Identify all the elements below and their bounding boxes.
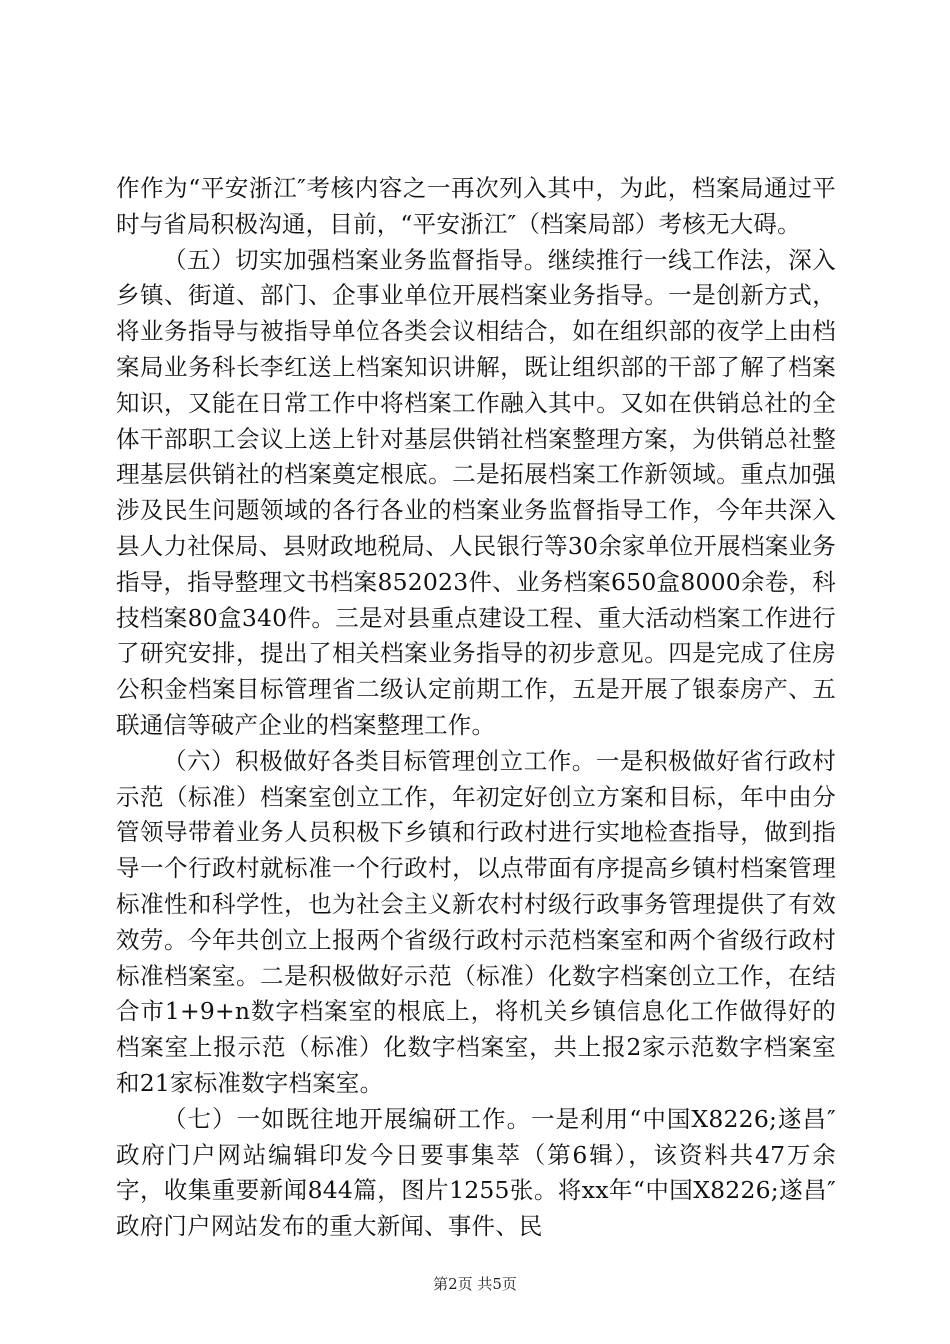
paragraph-section-7: （七）一如既往地开展编研工作。一是利用“中国X8226;遂昌″政府门户网站编辑印发今日要事集萃（第6辑），该资料共47万余字，收集重要新闻844篇，图片1255张。将xx年“中国X8226;遂昌″政府门户网站发布的重大新闻、事件、民	[116, 1104, 836, 1241]
paragraph-continuation: 作作为“平安浙江″考核内容之一再次列入其中，为此，档案局通过平时与省局积极沟通，目前，“平安浙江″（档案局部）考核无大碍。	[116, 174, 836, 238]
page-footer	[0, 1274, 950, 1294]
page-number-label: 第2页 共5页	[433, 1275, 517, 1293]
paragraph-section-5: （五）切实加强档案业务监督指导。继续推行一线工作法，深入乡镇、街道、部门、企事业单位开展档案业务指导。一是创新方式，将业务指导与被指导单位各类会议相结合，如在组织部的夜学上由档案局业务科长李红送上档案知识讲解，既让组织部的干部了解了档案知识，又能在日常工作中将档案工作融入其中。又如在供销总社的全体干部职工会议上送上针对基层供销社档案整理方案，为供销总社整理基层供销社的档案奠定根底。二是拓展档案工作新领域。重点加强涉及民生问题领域的各行各业的档案业务监督指导工作，今年共深入县人力社保局、县财政地税局、人民银行等30余家单位开展档案业务指导，指导整理文书档案852023件、业务档案650盒8000余卷，科技档案80盒340件。三是对县重点建设工程、重大活动档案工作进行了研究安排，提出了相关档案业务指导的初步意见。四是完成了住房公积金档案目标管理省二级认定前期工作，五是开展了银泰房产、五联通信等破产企业的档案整理工作。	[116, 245, 836, 739]
document-body	[116, 171, 836, 1245]
paragraph-section-6: （六）积极做好各类目标管理创立工作。一是积极做好省行政村示范（标准）档案室创立工作，年初定好创立方案和目标，年中由分管领导带着业务人员积极下乡镇和行政村进行实地检查指导，做到指导一个行政村就标准一个行政村，以点带面有序提高乡镇村档案管理标准性和科学性，也为社会主义新农村村级行政事务管理提供了有效效劳。今年共创立上报两个省级行政村示范档案室和两个省级行政村标准档案室。二是积极做好示范（标准）化数字档案创立工作，在结合市1+9+n数字档案室的根底上，将机关乡镇信息化工作做得好的档案室上报示范（标准）化数字档案室，共上报2家示范数字档案室和21家标准数字档案室。	[116, 746, 836, 1097]
